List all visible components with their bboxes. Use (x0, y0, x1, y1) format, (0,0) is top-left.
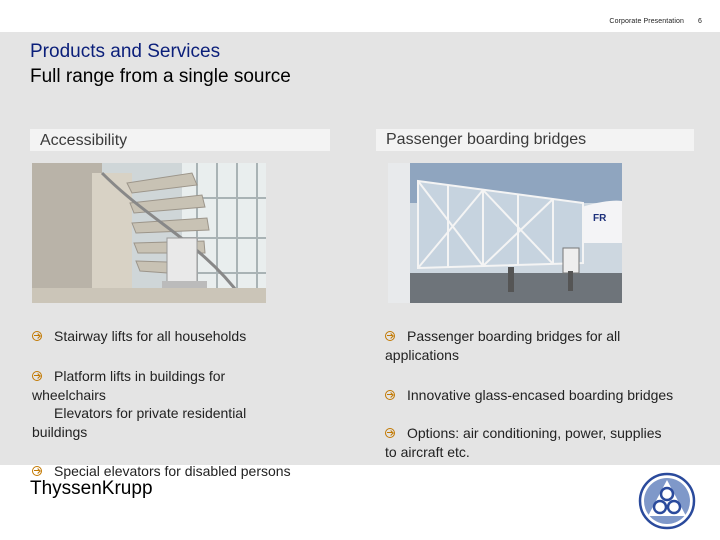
list-item (385, 386, 715, 405)
list-item-text: Stairway lifts for all households (54, 328, 247, 344)
page-number: 6 (698, 18, 702, 25)
list-item-text: Passenger boarding bridges for all applications (385, 328, 621, 363)
list-item (385, 424, 675, 462)
bullet-arrow-icon (385, 331, 395, 341)
brand-name: ThyssenKrupp (30, 478, 153, 499)
bullet-arrow-icon (32, 371, 42, 381)
corporate-label-text: Corporate Presentation (609, 18, 684, 25)
bullet-arrow-icon (32, 466, 42, 476)
list-item (385, 327, 695, 365)
list-item (32, 327, 332, 346)
slide-subtitle: Full range from a single source (30, 66, 291, 87)
list-item-text: Options: air conditioning, power, supplies to aircraft etc. (385, 425, 662, 460)
list-item (32, 404, 282, 442)
section-heading-boarding-bridges: Passenger boarding bridges (386, 131, 587, 148)
section-heading-accessibility: Accessibility (40, 132, 128, 149)
slide-title: Products and Services (30, 41, 221, 62)
svg-text:FR: FR (593, 213, 607, 224)
bullet-arrow-icon (32, 331, 42, 341)
slide-header (0, 0, 720, 32)
list-item-text: Elevators for private residential buildings (32, 405, 247, 440)
bullet-arrow-icon (385, 390, 395, 400)
thyssenkrupp-logo-icon (638, 472, 696, 530)
bullet-arrow-icon (385, 428, 395, 438)
corporate-label (609, 18, 702, 25)
list-item (32, 367, 282, 405)
list-item-text: Special elevators for disabled persons (54, 463, 291, 479)
stairlift-photo (32, 163, 266, 303)
list-item-text: Platform lifts in buildings for wheelchairs (32, 368, 226, 403)
list-item-text: Innovative glass-encased boarding bridges (407, 387, 674, 403)
boarding-bridge-photo (388, 163, 622, 303)
